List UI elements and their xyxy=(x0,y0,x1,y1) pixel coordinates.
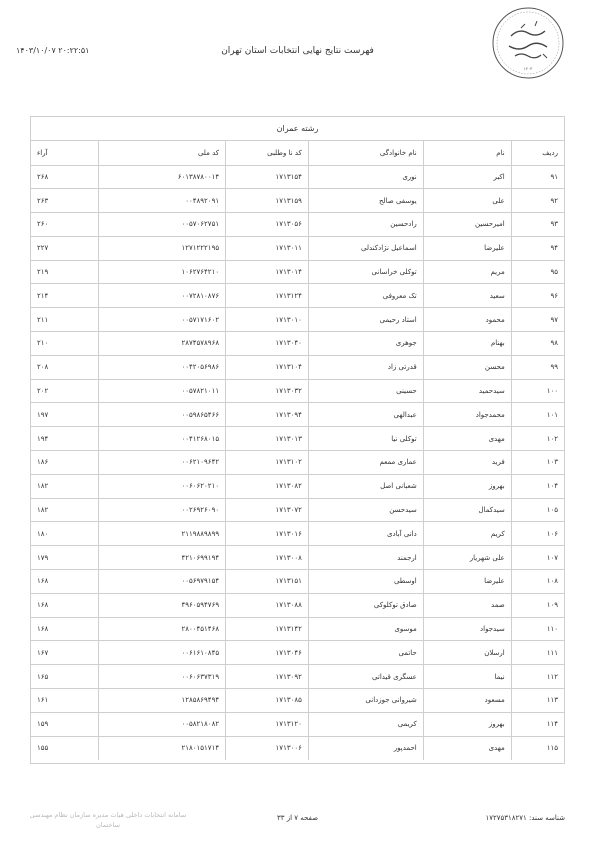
cell-national-id: ۴۹۶۰۵۹۴۷۶۹ xyxy=(98,593,225,617)
cell-last-name: صادق توکلوکی xyxy=(308,593,423,617)
cell-national-id: ۰۰۶۱۶۱۰۸۴۵ xyxy=(98,641,225,665)
cell-votes: ۱۶۸ xyxy=(31,617,98,641)
cell-rank: ۱۱۰ xyxy=(511,617,564,641)
cell-votes: ۲۶۳ xyxy=(31,189,98,213)
cell-rank: ۹۷ xyxy=(511,308,564,332)
table-row xyxy=(31,189,564,213)
cell-rank: ۱۱۲ xyxy=(511,665,564,689)
cell-first-name: کریم xyxy=(423,522,511,546)
cell-first-name: ارسلان xyxy=(423,641,511,665)
table-row xyxy=(31,641,564,665)
cell-first-name: علیرضا xyxy=(423,570,511,594)
cell-last-name: سیدحسن xyxy=(308,498,423,522)
table-row xyxy=(31,522,564,546)
cell-votes: ۱۸۲ xyxy=(31,474,98,498)
table-row xyxy=(31,379,564,403)
cell-last-name: ارجمند xyxy=(308,546,423,570)
table-row xyxy=(31,736,564,760)
table-row xyxy=(31,570,564,594)
cell-votes: ۱۸۶ xyxy=(31,451,98,475)
cell-national-id: ۴۲۱۰۶۹۹۱۹۴ xyxy=(98,546,225,570)
cell-candidate-code: ۱۷۱۳۰۰۸ xyxy=(226,546,309,570)
cell-last-name: استاد رحیمی xyxy=(308,308,423,332)
cell-last-name: اوسطی xyxy=(308,570,423,594)
section-title: رشته عمران xyxy=(31,117,564,141)
cell-rank: ۱۰۱ xyxy=(511,403,564,427)
cell-votes: ۲۶۸ xyxy=(31,165,98,189)
table-row xyxy=(31,236,564,260)
cell-votes: ۲۲۷ xyxy=(31,236,98,260)
cell-votes: ۱۸۰ xyxy=(31,522,98,546)
cell-candidate-code: ۱۷۱۳۰۱۳ xyxy=(226,427,309,451)
cell-votes: ۱۶۸ xyxy=(31,570,98,594)
cell-national-id: ۰۰۶۰۶۲۰۲۱۰ xyxy=(98,474,225,498)
cell-votes: ۲۱۰ xyxy=(31,332,98,356)
cell-rank: ۱۰۸ xyxy=(511,570,564,594)
cell-candidate-code: ۱۷۱۳۰۱۴ xyxy=(226,260,309,284)
cell-votes: ۱۶۵ xyxy=(31,665,98,689)
cell-last-name: رادحسین xyxy=(308,213,423,237)
cell-candidate-code: ۱۷۱۳۰۵۶ xyxy=(226,213,309,237)
cell-first-name: سعید xyxy=(423,284,511,308)
table-row xyxy=(31,332,564,356)
cell-candidate-code: ۱۷۱۳۰۴۶ xyxy=(226,641,309,665)
page-title: فهرست نتایج نهایی انتخابات استان تهران xyxy=(221,46,374,56)
column-header-last-name: نام خانوادگی xyxy=(308,141,423,165)
cell-first-name: مسعود xyxy=(423,689,511,713)
cell-candidate-code: ۱۷۱۳۱۵۴ xyxy=(226,165,309,189)
cell-national-id: ۰۰۷۲۸۱۰۸۷۶ xyxy=(98,284,225,308)
cell-candidate-code: ۱۷۱۳۰۸۸ xyxy=(226,593,309,617)
cell-first-name: سیدجواد xyxy=(423,617,511,641)
cell-national-id: ۱۲۸۵۸۶۹۴۹۴ xyxy=(98,689,225,713)
cell-first-name: سیدکمال xyxy=(423,498,511,522)
cell-national-id: ۱۲۷۱۲۲۲۱۹۵ xyxy=(98,236,225,260)
cell-votes: ۱۵۵ xyxy=(37,744,49,753)
cell-candidate-code: ۱۷۱۳۰۱۰ xyxy=(226,308,309,332)
document-header xyxy=(0,0,595,110)
table-row xyxy=(31,427,564,451)
cell-last-name: موسوی xyxy=(308,617,423,641)
cell-last-name: حاتمی xyxy=(308,641,423,665)
cell-rank: ۱۱۴ xyxy=(511,712,564,736)
cell-votes: ۲۱۹ xyxy=(31,260,98,284)
cell-first-name: بهروز xyxy=(423,712,511,736)
cell-last-name: عسگری قیداتی xyxy=(308,665,423,689)
cell-candidate-code: ۱۷۱۳۰۸۲ xyxy=(226,474,309,498)
page-number: صفحه ۷ از ۳۳ xyxy=(276,814,319,822)
cell-candidate-code: ۱۷۱۳۰۴۰ xyxy=(226,332,309,356)
cell-national-id: ۲۱۸۰۱۵۱۷۱۴ xyxy=(98,736,225,760)
cell-candidate-code: ۱۷۱۳۱۵۱ xyxy=(226,570,309,594)
cell-first-name: علیرضا xyxy=(423,236,511,260)
cell-national-id: ۰۰۵۹۸۶۵۴۶۶ xyxy=(98,403,225,427)
cell-last-name: شیروانی جوزدانی xyxy=(308,689,423,713)
cell-candidate-code: ۱۷۱۳۰۳۲ xyxy=(226,379,309,403)
cell-votes: ۱۸۲ xyxy=(31,498,98,522)
cell-rank: ۹۲ xyxy=(511,189,564,213)
cell-national-id: ۲۸۷۴۵۷۸۹۶۸ xyxy=(98,332,225,356)
cell-candidate-code: ۱۷۱۳۱۴۲ xyxy=(226,617,309,641)
table-row xyxy=(31,308,564,332)
cell-last-name: توکلی خراسانی xyxy=(308,260,423,284)
table-row xyxy=(31,689,564,713)
cell-first-name: محمدجواد xyxy=(423,403,511,427)
document-footer xyxy=(0,810,595,840)
cell-votes: ۱۷۹ xyxy=(31,546,98,570)
cell-first-name: علی شهریار xyxy=(423,546,511,570)
table-row xyxy=(31,213,564,237)
cell-candidate-code: ۱۷۱۳۱۰۲ xyxy=(226,451,309,475)
cell-national-id: ۰۰۵۷۸۲۱۰۱۱ xyxy=(98,379,225,403)
table-row xyxy=(31,593,564,617)
cell-rank: ۱۰۹ xyxy=(511,593,564,617)
table-row xyxy=(31,284,564,308)
cell-first-name: محمود xyxy=(423,308,511,332)
cell-votes: ۲۰۲ xyxy=(31,379,98,403)
cell-first-name: مریم xyxy=(423,260,511,284)
cell-national-id: ۱۰۶۲۷۶۴۲۱۰ xyxy=(98,260,225,284)
cell-first-name: صمد xyxy=(423,593,511,617)
cell-last-name: عماری ممعم xyxy=(308,451,423,475)
cell-national-id: ۲۸۰۰۴۵۱۴۶۸ xyxy=(98,617,225,641)
cell-last-name: اسماعیل نژادکندلی xyxy=(308,236,423,260)
svg-text:۱۴۰۳: ۱۴۰۳ xyxy=(523,66,533,71)
cell-last-name: حسینی xyxy=(308,379,423,403)
table-row xyxy=(31,617,564,641)
column-header-national-id: کد ملی xyxy=(98,141,225,165)
table-header-row xyxy=(31,141,564,165)
cell-rank: ۹۸ xyxy=(511,332,564,356)
cell-last-name: دانی آبادی xyxy=(308,522,423,546)
cell-first-name: نیما xyxy=(423,665,511,689)
table-row xyxy=(31,451,564,475)
cell-last-name: توکلی نیا xyxy=(308,427,423,451)
cell-votes: ۱۶۸ xyxy=(31,593,98,617)
cell-national-id: ۰۰۵۷۰۶۲۷۵۱ xyxy=(98,213,225,237)
cell-national-id: ۰۰۵۷۱۷۱۶۰۲ xyxy=(98,308,225,332)
cell-votes: ۱۵۹ xyxy=(31,712,98,736)
table-row xyxy=(31,498,564,522)
cell-first-name: سیدحمید xyxy=(423,379,511,403)
results-table xyxy=(31,141,564,760)
cell-rank: ۱۰۷ xyxy=(511,546,564,570)
table-row xyxy=(31,665,564,689)
cell-rank: ۱۱۵ xyxy=(511,736,564,760)
column-header-votes: آراء xyxy=(31,141,98,165)
cell-candidate-code: ۱۷۱۳۰۷۲ xyxy=(226,498,309,522)
cell-rank: ۱۰۲ xyxy=(511,427,564,451)
cell-candidate-code: ۱۷۱۳۰۱۱ xyxy=(226,236,309,260)
cell-candidate-code: ۱۷۱۳۰۹۲ xyxy=(226,665,309,689)
cell-votes: ۲۱۴ xyxy=(31,284,98,308)
cell-rank: ۱۰۶ xyxy=(511,522,564,546)
cell-rank: ۱۰۵ xyxy=(511,498,564,522)
cell-candidate-code: ۱۷۱۳۰۸۵ xyxy=(226,689,309,713)
cell-rank: ۱۰۰ xyxy=(511,379,564,403)
cell-votes: ۲۰۸ xyxy=(31,355,98,379)
cell-votes: ۱۶۱ xyxy=(31,689,98,713)
table-row xyxy=(31,260,564,284)
table-row xyxy=(31,355,564,379)
cell-votes: ۲۶۰ xyxy=(31,213,98,237)
column-header-candidate-code: کد نا وطلبی xyxy=(226,141,309,165)
cell-first-name: امیرحسین xyxy=(423,213,511,237)
cell-first-name: مهدی xyxy=(423,427,511,451)
cell-candidate-code: ۱۷۱۳۰۰۶ xyxy=(226,736,309,760)
cell-national-id: ۰۰۲۶۹۲۶۰۹۰ xyxy=(98,498,225,522)
cell-rank: ۹۶ xyxy=(511,284,564,308)
cell-candidate-code: ۱۷۱۳۰۱۶ xyxy=(226,522,309,546)
cell-first-name: فرید xyxy=(423,451,511,475)
cell-rank: ۹۱ xyxy=(511,165,564,189)
document-id: شناسه سند: ۱۷۲۷۵۳۱۸۲۷۱ xyxy=(485,814,565,822)
cell-votes: ۱۶۷ xyxy=(31,641,98,665)
cell-last-name: احمدپور xyxy=(308,736,423,760)
cell-national-id: ۰۰۶۲۱۰۹۶۴۲ xyxy=(98,451,225,475)
cell-votes: ۲۱۱ xyxy=(31,308,98,332)
cell-rank: ۹۹ xyxy=(511,355,564,379)
cell-candidate-code: ۱۷۱۳۰۹۴ xyxy=(226,403,309,427)
cell-candidate-code: ۱۷۱۳۱۵۹ xyxy=(226,189,309,213)
table-row xyxy=(31,474,564,498)
cell-first-name: بهروز xyxy=(423,474,511,498)
cell-rank: ۹۵ xyxy=(511,260,564,284)
cell-first-name: اکبر xyxy=(423,165,511,189)
cell-national-id: ۰۰۴۱۲۶۸۰۱۵ xyxy=(98,427,225,451)
cell-last-name: کریمی xyxy=(308,712,423,736)
cell-first-name: مهدی xyxy=(423,736,511,760)
cell-last-name: قدرتی زاد xyxy=(308,355,423,379)
cell-candidate-code: ۱۷۱۳۱۰۴ xyxy=(226,355,309,379)
table-row xyxy=(31,403,564,427)
cell-national-id: ۰۰۵۸۲۱۸۰۸۲ xyxy=(98,712,225,736)
cell-first-name: علی xyxy=(423,189,511,213)
cell-rank: ۱۰۳ xyxy=(511,451,564,475)
cell-national-id: ۰۰۴۸۹۲۰۹۱ xyxy=(98,189,225,213)
cell-last-name: تک معروفی xyxy=(308,284,423,308)
cell-first-name: محسن xyxy=(423,355,511,379)
column-header-first-name: نام xyxy=(423,141,511,165)
table-body xyxy=(31,165,564,760)
cell-last-name: عبدالهی xyxy=(308,403,423,427)
timestamp: ۱۴۰۳/۱۰/۰۷ ۲۰:۲۲:۵۱ xyxy=(16,46,90,55)
cell-national-id: ۶۰۱۳۸۷۸۰۰۱۴ xyxy=(98,165,225,189)
cell-candidate-code: ۱۷۱۳۱۲۴ xyxy=(226,284,309,308)
cell-national-id: ۰۰۶۰۶۳۷۳۱۹ xyxy=(98,665,225,689)
table-row xyxy=(31,712,564,736)
table-row xyxy=(31,546,564,570)
cell-national-id: ۲۱۱۹۸۸۹۸۹۹ xyxy=(98,522,225,546)
cell-rank: ۱۰۴ xyxy=(511,474,564,498)
column-header-rank: ردیف xyxy=(511,141,564,165)
cell-rank: ۱۱۱ xyxy=(511,641,564,665)
cell-last-name: نوری xyxy=(308,165,423,189)
cell-national-id: ۰۰۴۲۰۵۶۹۸۶ xyxy=(98,355,225,379)
seal-stamp-icon xyxy=(491,6,565,80)
results-sheet xyxy=(30,116,565,764)
cell-national-id: ۰۰۵۶۹۷۹۱۵۴ xyxy=(98,570,225,594)
cell-last-name: شعبانی اصل xyxy=(308,474,423,498)
footer-note: سامانه انتخابات داخلی هیات مدیره سازمان نظام مهندسی ساختمان xyxy=(29,811,187,829)
cell-rank: ۱۱۳ xyxy=(511,689,564,713)
cell-votes: ۱۹۷ xyxy=(31,403,98,427)
cell-last-name: جوهری xyxy=(308,332,423,356)
cell-candidate-code: ۱۷۱۳۱۲۰ xyxy=(226,712,309,736)
cell-votes: ۱۹۴ xyxy=(31,427,98,451)
cell-first-name: بهنام xyxy=(423,332,511,356)
cell-rank: ۹۴ xyxy=(511,236,564,260)
cell-last-name: یوسفی صالح xyxy=(308,189,423,213)
table-row xyxy=(31,165,564,189)
cell-rank: ۹۳ xyxy=(511,213,564,237)
